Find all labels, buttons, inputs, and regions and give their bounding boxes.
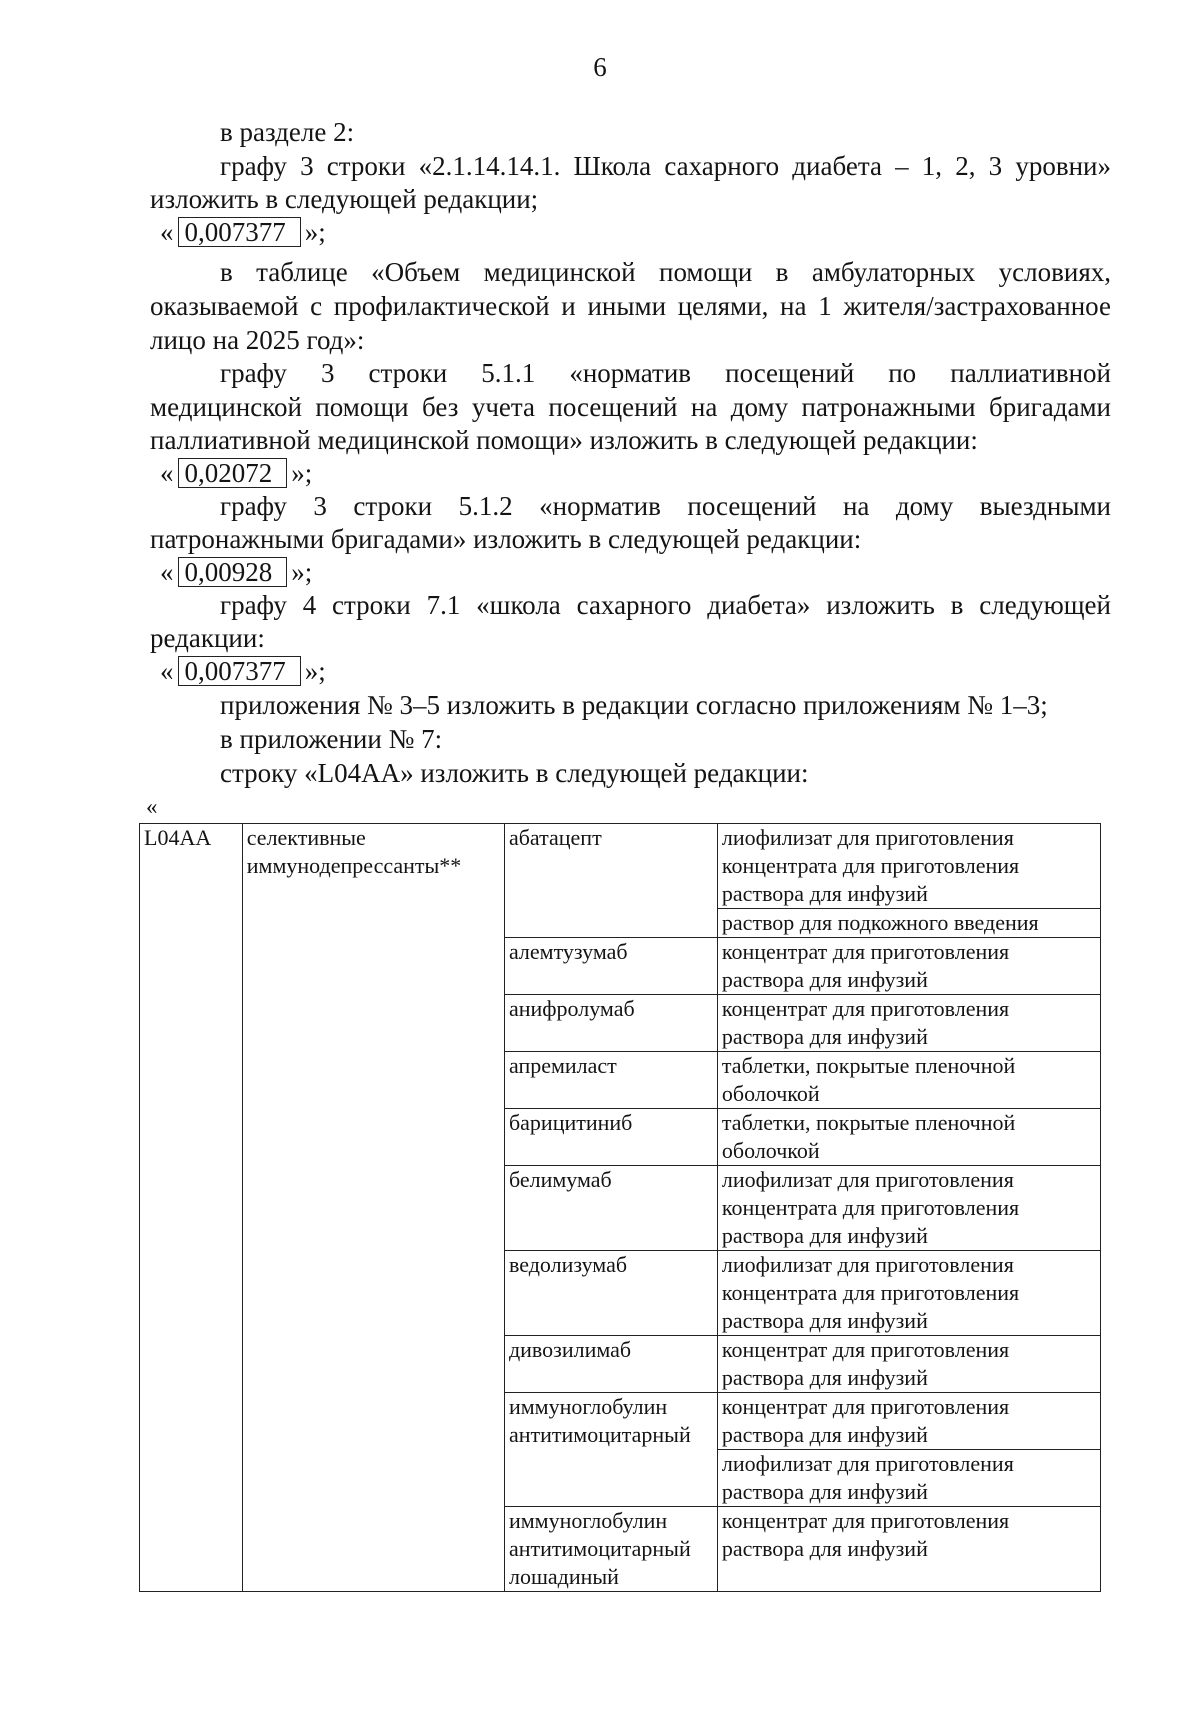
appendix7-line: в приложении № 7: — [220, 724, 443, 754]
table-row — [140, 824, 1101, 909]
table-ref-line2: оказываемой с профилактической и иными целями, на 1 жителя/застрахованное — [150, 291, 1111, 321]
drug-table — [139, 823, 1101, 1592]
dosage-form: таблетки, покрытые пленочной оболочкой — [717, 1052, 1100, 1109]
item2-line2: медицинской помощи без учета посещений на дому патронажными бригадами — [150, 392, 1111, 422]
dosage-form: концентрат для приготовления раствора для инфузий — [717, 995, 1100, 1052]
item4-line2: редакции: — [150, 623, 265, 653]
drug-name: белимумаб — [504, 1166, 717, 1251]
table-ref-line1: в таблице «Объем медицинской помощи в амбулаторных условиях, — [220, 257, 1111, 287]
section-heading: в разделе 2: — [220, 117, 355, 147]
close-quote: »; — [291, 458, 313, 488]
drug-name: иммуноглобулин антитимоцитарный — [504, 1393, 717, 1507]
item2-value: 0,02072 — [178, 458, 288, 488]
item1-value: 0,007377 — [178, 217, 301, 247]
item3-value: 0,00928 — [178, 557, 288, 587]
item1-line1: графу 3 строки «2.1.14.14.1. Школа сахарного диабета – 1, 2, 3 уровни» — [220, 151, 1111, 181]
drug-name: апремиласт — [504, 1052, 717, 1109]
item2-line3: паллиативной медицинской помощи» изложить в следующей редакции: — [150, 425, 978, 455]
dosage-form: лиофилизат для приготовления концентрата для приготовления раствора для инфузий — [717, 824, 1100, 909]
item1-line2: изложить в следующей редакции; — [150, 184, 539, 214]
item2-line1: графу 3 строки 5.1.1 «норматив посещений по паллиативной — [220, 358, 1111, 388]
drug-name: барицитиниб — [504, 1109, 717, 1166]
page-number: 6 — [593, 52, 607, 82]
item3-line1: графу 3 строки 5.1.2 «норматив посещений на дому выездными — [220, 491, 1111, 521]
dosage-form: концентрат для приготовления раствора для инфузий — [717, 938, 1100, 995]
drug-name: анифролумаб — [504, 995, 717, 1052]
drug-table-body — [140, 824, 1101, 1592]
item3-value-row — [160, 556, 312, 588]
item4-line1: графу 4 строки 7.1 «школа сахарного диабета» изложить в следующей — [220, 590, 1111, 620]
open-quote: « — [160, 656, 174, 686]
close-quote: »; — [304, 656, 326, 686]
item3-line2: патронажными бригадами» изложить в следующей редакции: — [150, 524, 862, 554]
item1-value-row — [160, 216, 326, 248]
dosage-form: лиофилизат для приготовления раствора для инфузий — [717, 1450, 1100, 1507]
item2-value-row — [160, 457, 312, 489]
dosage-form: лиофилизат для приготовления концентрата для приготовления раствора для инфузий — [717, 1251, 1100, 1336]
atc-code: L04AA — [140, 824, 243, 1592]
open-quote: « — [160, 217, 174, 247]
dosage-form: лиофилизат для приготовления концентрата для приготовления раствора для инфузий — [717, 1166, 1100, 1251]
drug-name: дивозилимаб — [504, 1336, 717, 1393]
table-open-quote: « — [146, 794, 158, 819]
dosage-form: концентрат для приготовления раствора для инфузий — [717, 1336, 1100, 1393]
drug-name: алемтузумаб — [504, 938, 717, 995]
drug-name: иммуноглобулин антитимоцитарный лошадиный — [504, 1507, 717, 1592]
item4-value-row — [160, 655, 326, 687]
dosage-form: раствор для подкожного введения — [717, 909, 1100, 938]
dosage-form: концентрат для приготовления раствора для инфузий — [717, 1393, 1100, 1450]
dosage-form: таблетки, покрытые пленочной оболочкой — [717, 1109, 1100, 1166]
open-quote: « — [160, 458, 174, 488]
appendix-line: приложения № 3–5 изложить в редакции согласно приложениям № 1–3; — [220, 690, 1048, 720]
open-quote: « — [160, 557, 174, 587]
row-line: строку «L04AA» изложить в следующей редакции: — [220, 758, 809, 788]
table-ref-line3: лицо на 2025 год»: — [150, 325, 365, 355]
drug-group: селективные иммунодепрессанты** — [242, 824, 504, 1592]
dosage-form: концентрат для приготовления раствора для инфузий — [717, 1507, 1100, 1592]
close-quote: »; — [291, 557, 313, 587]
drug-name: ведолизумаб — [504, 1251, 717, 1336]
drug-name: абатацепт — [504, 824, 717, 938]
item4-value: 0,007377 — [178, 656, 301, 686]
close-quote: »; — [304, 217, 326, 247]
